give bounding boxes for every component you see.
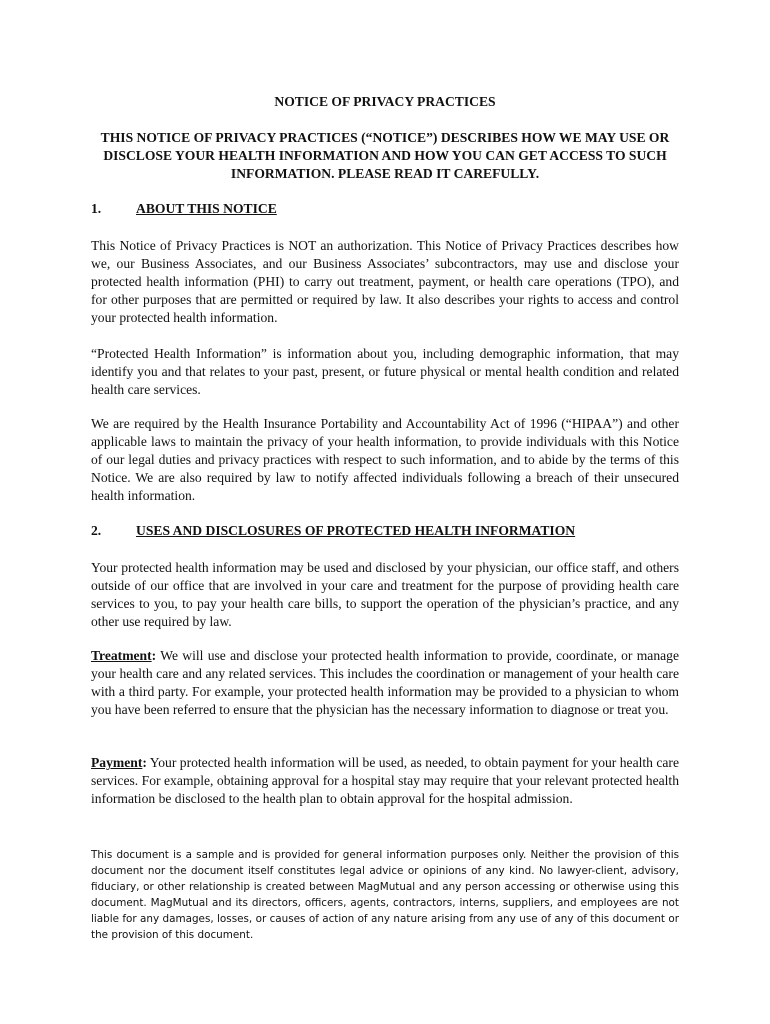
section-2-heading xyxy=(91,523,575,539)
treatment-label: Treatment xyxy=(91,648,152,663)
section-2-title: USES AND DISCLOSURES OF PROTECTED HEALTH INFORMATION xyxy=(136,523,576,538)
document-subtitle: THIS NOTICE OF PRIVACY PRACTICES (“NOTICE”) DESCRIBES HOW WE MAY USE OR DISCLOSE YOUR HEALTH INFORMATION AND HOW YOU CAN GET ACCESS TO SUCH INFORMATION. PLEASE READ IT CAREFULLY. xyxy=(100,130,670,181)
payment-text: Your protected health information will be used, as needed, to obtain payment for your health care services. For example, obtaining approval for a hospital stay may require that your relevant protected health information be disclosed to the health plan to obtain approval for the hospital admission. xyxy=(91,755,679,806)
section-2-number: 2. xyxy=(91,523,102,538)
section-1-paragraph-1: This Notice of Privacy Practices is NOT an authorization. This Notice of Privacy Practices describes how we, our Business Associates, and our Business Associates’ subcontractors, may use and disclose your protected health information (PHI) to carry out treatment, payment, or health care operations (TPO), and for other purposes that are permitted or required by law. It also describes your rights to access and control your protected health information. xyxy=(91,238,679,325)
section-1-number: 1. xyxy=(91,201,102,216)
treatment-paragraph: Treatment: We will use and disclose your protected health information to provide, coordinate, or manage your health care and any related services. This includes the coordination or management of your health care with a third party. For example, your protected health information may be provided to a physician to whom you have been referred to ensure that the physician has the necessary information to diagnose or treat you. xyxy=(91,648,679,717)
section-1-title: ABOUT THIS NOTICE xyxy=(136,201,277,216)
section-2-intro: Your protected health information may be used and disclosed by your physician, our office staff, and others outside of our office that are involved in your care and treatment for the purpose of providing health care services to you, to pay your health care bills, to support the operation of the physician’s practice, and any other use required by law. xyxy=(91,560,679,629)
treatment-text: We will use and disclose your protected health information to provide, coordinate, or manage your health care and any related services. This includes the coordination or management of your health care with a third party. For example, your protected health information may be provided to a physician to whom you have been referred to ensure that the physician has the necessary information to diagnose or treat you. xyxy=(91,648,679,717)
section-1-paragraph-2: “Protected Health Information” is information about you, including demographic information, that may identify you and that relates to your past, present, or future physical or mental health condition and related health care services. xyxy=(91,346,679,397)
section-1-paragraph-3: We are required by the Health Insurance Portability and Accountability Act of 1996 (“HIPAA”) and other applicable laws to maintain the privacy of your health information, to provide individuals with this Notice of our legal duties and privacy practices with respect to such information, and to abide by the terms of this Notice. We are also required by law to notify affected individuals following a breach of their unsecured health information. xyxy=(91,416,679,503)
payment-paragraph: Payment: Your protected health information will be used, as needed, to obtain payment for your health care services. For example, obtaining approval for a hospital stay may require that your relevant protected health information be disclosed to the health plan to obtain approval for the hospital admission. xyxy=(91,755,679,806)
section-1-heading xyxy=(91,201,277,217)
document-title: NOTICE OF PRIVACY PRACTICES xyxy=(274,94,496,109)
disclaimer-footer: This document is a sample and is provided for general information purposes only. Neither the provision of this document nor the document itself constitutes legal advice or opinions of any kind. No lawyer-client, advisory, fiduciary, or other relationship is created between MagMutual and any person accessing or otherwise using this document. MagMutual and its directors, officers, agents, contractors, interns, suppliers, and employees are not liable for any damages, losses, or causes of action of any nature arising from any use of any of this document or the provision of this document. xyxy=(91,849,679,941)
payment-label: Payment xyxy=(91,755,143,770)
